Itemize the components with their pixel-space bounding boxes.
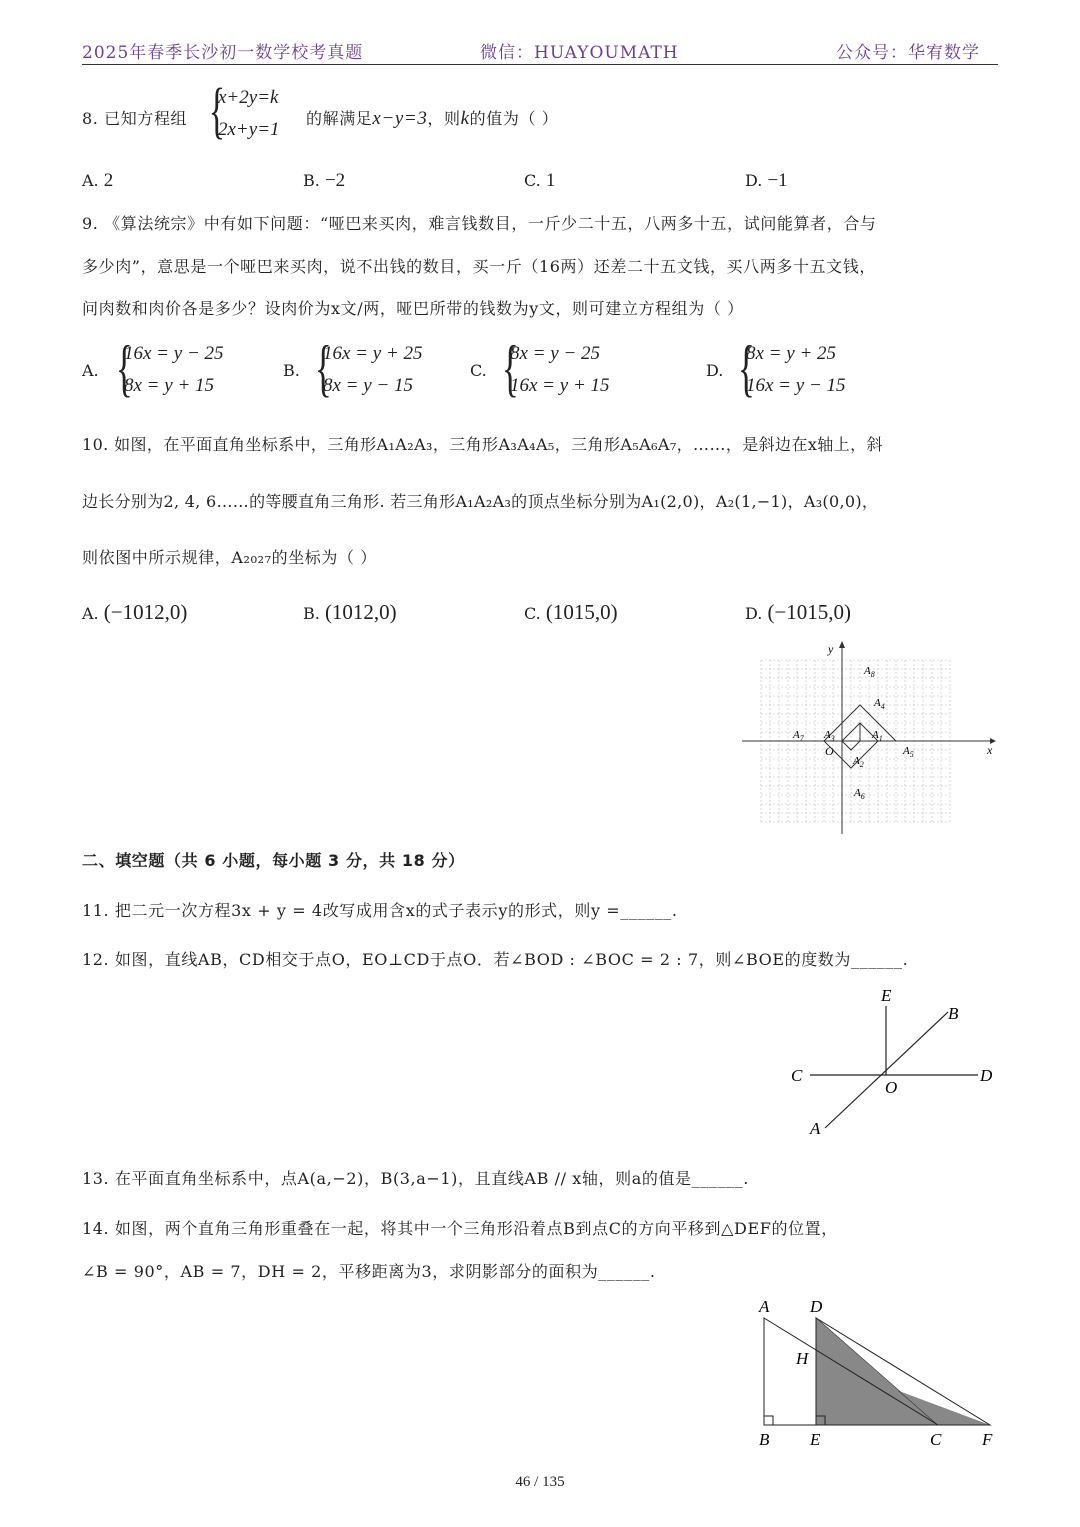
eq2: 16x = y + 15	[510, 375, 610, 396]
q13-text: 13. 在平面直角坐标系中，点A(a,−2)，B(3,a−1)，且直线AB // x轴，则a的值是______.	[82, 1169, 749, 1188]
q9-option-a-system	[124, 338, 224, 402]
option-label: A.	[82, 171, 99, 190]
q8-var: k	[460, 108, 470, 129]
label-e: E	[810, 1430, 821, 1449]
q12-text: 12. 如图，直线AB，CD相交于点O，EO⊥CD于点O．若∠BOD : ∠BOC = 2 : 7，则∠BOE的度数为______.	[82, 950, 909, 969]
q9-option-b-label: B.	[283, 361, 300, 380]
option-value: (−1015,0)	[767, 600, 852, 624]
q14-line2: ∠B = 90°，AB = 7，DH = 2，平移距离为3，求阴影部分的面积为______.	[82, 1262, 656, 1281]
page-number: 46 / 135	[515, 1474, 565, 1490]
q10-line3: 则依图中所示规律，A₂₀₂₇的坐标为（ ）	[82, 548, 377, 567]
label-b: B	[759, 1430, 770, 1449]
origin-label: O	[825, 744, 834, 758]
q8-eq2: 2x+y=1	[218, 119, 280, 140]
q10-option-c	[524, 600, 618, 625]
label-f: F	[982, 1430, 993, 1449]
option-value: (1015,0)	[545, 600, 618, 624]
q8-option-b	[303, 170, 345, 192]
eq1: 16x = y − 25	[124, 343, 224, 364]
eq2: 8x = y + 15	[124, 375, 215, 396]
option-label: D.	[745, 604, 763, 623]
q8-tail-a: 的解满足	[306, 109, 373, 128]
label-a: A	[810, 1119, 821, 1138]
q10-line1: 10. 如图，在平面直角坐标系中，三角形A₁A₂A₃，三角形A₃A₄A₅，三角形A₅A₆A₇，……，是斜边在x轴上，斜	[82, 435, 883, 454]
option-value: (1012,0)	[324, 600, 397, 624]
label-a3: $A_3$	[824, 729, 835, 743]
header-center: 微信：HUAYOUMATH	[480, 43, 679, 63]
option-label: A.	[82, 604, 99, 623]
label-c: C	[930, 1430, 942, 1449]
q9-option-b-brace: {	[314, 332, 332, 403]
q9-line3: 问肉数和肉价各是多少？设肉价为x文/两，哑巴所带的钱数为y文，则可建立方程组为（ ）	[82, 299, 744, 318]
eq2: 16x = y − 15	[746, 375, 846, 396]
q9-line1: 9. 《算法统宗》中有如下问题：“哑巴来买肉，难言钱数目，一斤少二十五，八两多十五，试问能算者，合与	[82, 214, 877, 233]
q9-option-a-brace: {	[115, 332, 133, 403]
option-label: D.	[745, 171, 763, 190]
q8-tail	[306, 106, 558, 130]
x-label: x	[987, 743, 993, 757]
option-value: −1	[767, 170, 788, 191]
label-a1: $A_1$	[872, 729, 883, 743]
point-labels	[792, 665, 914, 801]
q10-option-a	[82, 600, 187, 625]
q8-eq1: x+2y=k	[218, 87, 279, 108]
label-a8: $A_8$	[864, 665, 875, 679]
q8-tail-c: 的值为（ ）	[469, 109, 559, 128]
option-label: C.	[524, 171, 541, 190]
q9-option-a-label: A.	[82, 361, 99, 380]
label-d: D	[980, 1066, 993, 1085]
q9-option-d-label: D.	[706, 361, 724, 380]
q8-system	[218, 82, 280, 146]
option-value: 1	[545, 170, 556, 191]
q8-option-c	[524, 170, 555, 192]
label-h: H	[796, 1349, 809, 1368]
q10-coordinate-figure	[738, 638, 1000, 838]
header-rule	[82, 64, 998, 65]
label-a6: $A_6$	[854, 787, 865, 801]
q9-option-c-brace: {	[501, 332, 519, 403]
q8-condition: x−y=3	[372, 108, 428, 129]
q8-tail-b: ，则	[427, 109, 461, 128]
q9-option-d-brace: {	[737, 332, 755, 403]
label-o: O	[885, 1078, 898, 1097]
section-title: 二、填空题（共 6 小题，每小题 3 分，共 18 分）	[82, 851, 465, 870]
q9-line2: 多少肉”，意思是一个哑巴来买肉，说不出钱的数目，买一斤（16两）还差二十五文钱，买八两多十五文钱，	[82, 257, 876, 276]
eq1: 8x = y + 25	[746, 343, 837, 364]
label-a4: $A_4$	[874, 697, 885, 711]
header-right: 公众号：华宥数学	[836, 43, 980, 63]
label-a2: $A_2$	[853, 755, 864, 769]
label-b: B	[948, 1004, 959, 1023]
label-a7: $A_7$	[793, 729, 804, 743]
right-angle-b	[764, 1416, 773, 1425]
option-value: 2	[103, 170, 114, 191]
option-value: (−1012,0)	[103, 600, 188, 624]
q9-option-c-label: C.	[470, 361, 487, 380]
label-e: E	[881, 986, 892, 1005]
header-left: 2025年春季长沙初一数学校考真题	[82, 43, 364, 63]
eq2: 8x = y − 15	[323, 375, 414, 396]
eq1: 16x = y + 25	[323, 343, 423, 364]
q10-option-b	[303, 600, 397, 625]
q8-brace: {	[208, 77, 226, 145]
q10-line2: 边长分别为2, 4, 6……的等腰直角三角形. 若三角形A₁A₂A₃的顶点坐标分别为A₁(2,0)，A₂(1,−1)，A₃(0,0)，	[82, 492, 879, 511]
q8-option-d	[745, 170, 788, 192]
label-a: A	[759, 1297, 770, 1316]
option-label: B.	[303, 171, 320, 190]
label-d: D	[810, 1297, 823, 1316]
eq1: 8x = y − 25	[510, 343, 601, 364]
label-c: C	[791, 1066, 803, 1085]
q14-line1: 14. 如图，两个直角三角形重叠在一起，将其中一个三角形沿着点B到点C的方向平移到△DEF的位置，	[82, 1219, 838, 1238]
q9-option-b-system	[323, 338, 423, 402]
q9-option-c-system	[510, 338, 610, 402]
option-label: B.	[303, 604, 320, 623]
q9-option-d-system	[746, 338, 846, 402]
y-label: y	[828, 642, 834, 656]
label-a5: $A_5$	[903, 745, 914, 759]
q8-number: 8. 已知方程组	[82, 109, 188, 128]
y-axis-arrow	[839, 641, 845, 648]
q10-option-d	[745, 600, 851, 625]
q14-triangles-figure	[752, 1292, 1014, 1452]
triangles	[824, 705, 896, 768]
q11-text: 11. 把二元一次方程3x + y = 4改写成用含x的式子表示y的形式，则y =______.	[82, 901, 678, 920]
option-value: −2	[324, 170, 346, 191]
q8-option-a	[82, 170, 113, 192]
option-label: C.	[524, 604, 541, 623]
q12-lines-figure	[780, 982, 1000, 1140]
